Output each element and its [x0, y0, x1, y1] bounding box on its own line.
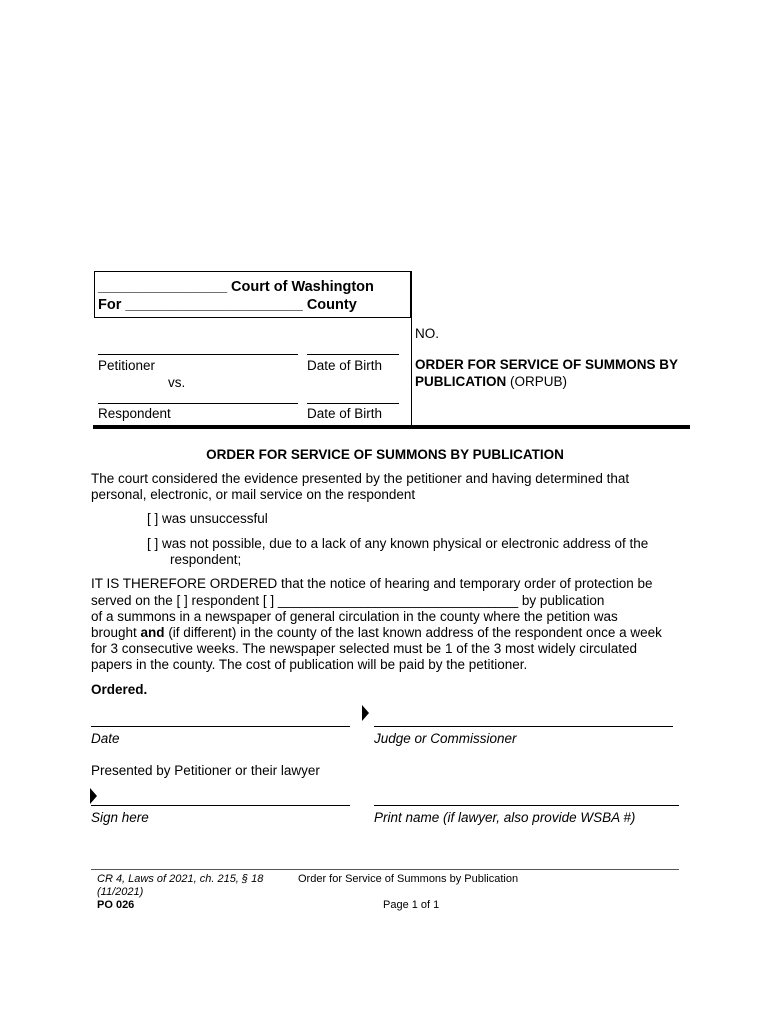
document-heading: ORDER FOR SERVICE OF SUMMONS BY PUBLICATION: [206, 447, 564, 462]
intro-line-2: personal, electronic, or mail service on the respondent: [91, 487, 416, 502]
option-unsuccessful[interactable]: [ ] was unsuccessful: [147, 511, 268, 526]
form-code: (ORPUB): [506, 374, 567, 389]
petitioner-dob-label: Date of Birth: [307, 358, 383, 373]
county-line: For ______________________ County: [98, 297, 357, 313]
sign-arrow-icon: [362, 705, 369, 721]
footer-citation: CR 4, Laws of 2021, ch. 215, § 18: [97, 873, 264, 885]
petitioner-label: Petitioner: [98, 358, 156, 373]
caption-bottom-rule: [93, 425, 690, 429]
form-title-line1: ORDER FOR SERVICE OF SUMMONS BY: [415, 357, 679, 372]
print-name-label: Print name (if lawyer, also provide WSBA #): [374, 810, 636, 825]
option-not-possible[interactable]: [ ] was not possible, due to a lack of any known physical or electronic address of the: [147, 536, 649, 551]
order-line-3: of a summons in a newspaper of general circulation in the county where the petition was: [91, 609, 618, 624]
petitioner-dob-line: [307, 354, 399, 355]
print-name-line[interactable]: [374, 805, 679, 806]
case-number-label: NO.: [415, 326, 440, 341]
respondent-name-line: [98, 403, 298, 404]
respondent-dob-label: Date of Birth: [307, 406, 383, 421]
date-signature-line[interactable]: [91, 726, 350, 727]
sign-here-label: Sign here: [91, 810, 149, 825]
option-not-possible-cont: respondent;: [170, 552, 242, 567]
intro-line-1: The court considered the evidence presented by the petitioner and having determined that: [91, 471, 630, 486]
order-line-2: served on the [ ] respondent [ ] ________________________________ by publication: [91, 593, 605, 608]
petitioner-name-line: [98, 354, 298, 355]
footer-page-number: Page 1 of 1: [383, 899, 440, 911]
sign-here-arrow-icon: [90, 788, 97, 804]
order-line-5: for 3 consecutive weeks. The newspaper selected must be 1 of the 3 most widely circulated: [91, 641, 638, 656]
order-line-4-post: (if different) in the county of the last known address of the respondent once a week: [164, 625, 662, 640]
order-line-4-bold: and: [140, 625, 165, 640]
form-title-line2: [415, 374, 567, 390]
caption-divider: [411, 271, 412, 427]
footer-rule: [91, 869, 679, 870]
court-name-line: ________________ Court of Washington: [98, 279, 374, 295]
date-label: Date: [91, 731, 120, 746]
footer-form-title: Order for Service of Summons by Publication: [298, 873, 519, 885]
ordered-label: Ordered.: [91, 682, 148, 697]
judge-signature-line[interactable]: [374, 726, 673, 727]
vs-label: vs.: [168, 375, 186, 390]
sign-here-line[interactable]: [91, 805, 350, 806]
order-line-1: IT IS THEREFORE ORDERED that the notice of hearing and temporary order of protection be: [91, 576, 653, 591]
footer-revision: (11/2021): [97, 886, 144, 898]
order-line-4-pre: brought: [91, 625, 141, 640]
form-title-publication: PUBLICATION: [415, 374, 507, 389]
footer-form-number: PO 026: [97, 899, 135, 911]
respondent-dob-line: [307, 403, 399, 404]
judge-label: Judge or Commissioner: [374, 731, 517, 746]
order-line-4: [91, 625, 662, 641]
respondent-label: Respondent: [98, 406, 171, 421]
order-line-6: papers in the county. The cost of publication will be paid by the petitioner.: [91, 657, 528, 672]
presented-by-label: Presented by Petitioner or their lawyer: [91, 763, 320, 778]
